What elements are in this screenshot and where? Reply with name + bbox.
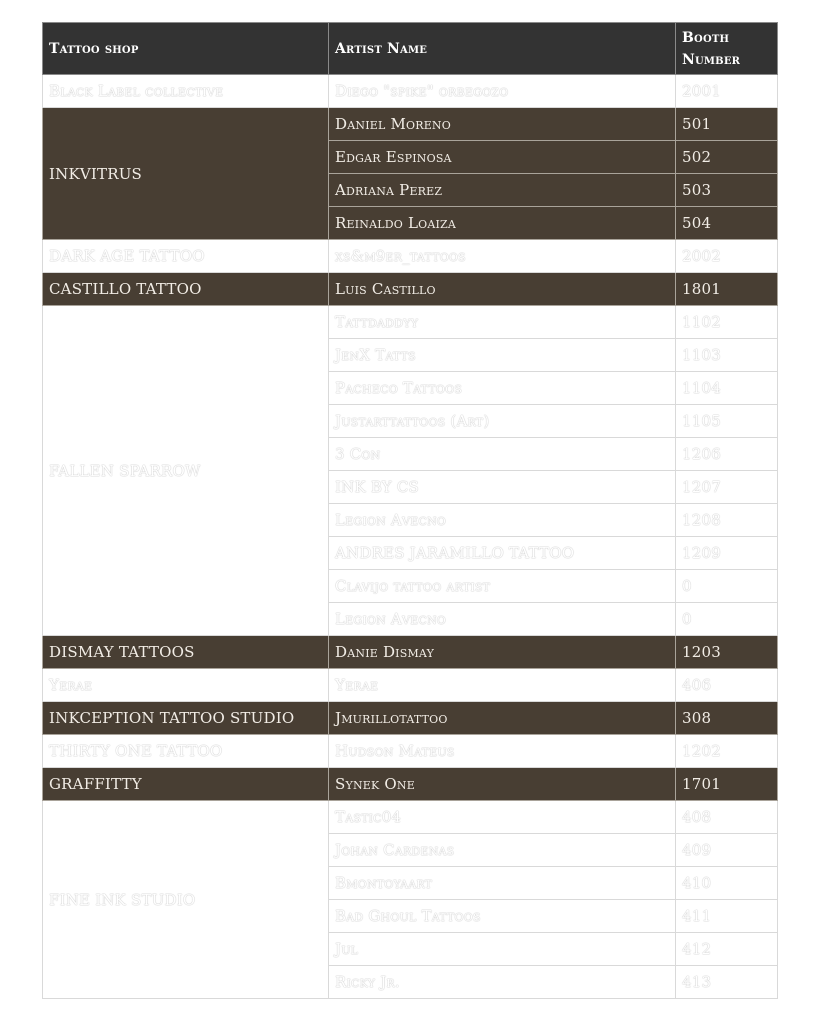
artist-name-cell: Daniel Moreno [329, 108, 676, 141]
artist-name-cell: Jul [329, 933, 676, 966]
booth-number-cell: 1208 [676, 504, 778, 537]
table-body [43, 75, 778, 999]
table-row [43, 768, 778, 801]
artist-name-cell: Johan Cardenas [329, 834, 676, 867]
table-row [43, 669, 778, 702]
tattoo-shop-cell: INKVITRUS [43, 108, 329, 240]
artist-name-cell: Tattdaddyy [329, 306, 676, 339]
artist-name-cell: 3 Con [329, 438, 676, 471]
artist-name-cell: ANDRES JARAMILLO TATTOO [329, 537, 676, 570]
table-row [43, 75, 778, 108]
booth-number-cell: 411 [676, 900, 778, 933]
artist-name-cell: Hudson Mateus [329, 735, 676, 768]
artist-name-cell: Edgar Espinosa [329, 141, 676, 174]
booth-number-cell: 1104 [676, 372, 778, 405]
booth-number-cell: 406 [676, 669, 778, 702]
header-artist-name: Artist Name [329, 23, 676, 75]
artist-name-cell: Pacheco Tattoos [329, 372, 676, 405]
booth-number-cell: 502 [676, 141, 778, 174]
tattoo-shop-cell: FINE INK STUDIO [43, 801, 329, 999]
artist-name-cell: Legion Avecno [329, 504, 676, 537]
header-row [43, 23, 778, 75]
tattoo-shop-cell: DISMAY TATTOOS [43, 636, 329, 669]
table-row [43, 702, 778, 735]
booth-number-cell: 1209 [676, 537, 778, 570]
artist-name-cell: Luis Castillo [329, 273, 676, 306]
booth-number-cell: 1801 [676, 273, 778, 306]
booth-number-cell: 1105 [676, 405, 778, 438]
booth-number-cell: 1206 [676, 438, 778, 471]
booth-number-cell: 409 [676, 834, 778, 867]
booth-table [42, 22, 778, 999]
artist-name-cell: Bmontoyaart [329, 867, 676, 900]
artist-name-cell: INK BY CS [329, 471, 676, 504]
artist-name-cell: Synek One [329, 768, 676, 801]
artist-name-cell: Legion Avecno [329, 603, 676, 636]
table-row [43, 636, 778, 669]
booth-number-cell: 0 [676, 603, 778, 636]
header-booth-number: Booth Number [676, 23, 778, 75]
artist-name-cell: JenX Tatts [329, 339, 676, 372]
booth-number-cell: 1207 [676, 471, 778, 504]
booth-number-cell: 0 [676, 570, 778, 603]
booth-number-cell: 412 [676, 933, 778, 966]
tattoo-shop-cell: Yerae [43, 669, 329, 702]
artist-name-cell: Tastic04 [329, 801, 676, 834]
artist-name-cell: Ricky Jr. [329, 966, 676, 999]
artist-name-cell: Jmurillotattoo [329, 702, 676, 735]
booth-number-cell: 2002 [676, 240, 778, 273]
table-row [43, 735, 778, 768]
tattoo-shop-cell: Black Label collective [43, 75, 329, 108]
table-row [43, 273, 778, 306]
table-row [43, 108, 778, 141]
booth-number-cell: 408 [676, 801, 778, 834]
artist-name-cell: xs&m9er_tattoos [329, 240, 676, 273]
tattoo-shop-cell: CASTILLO TATTOO [43, 273, 329, 306]
booth-number-cell: 1202 [676, 735, 778, 768]
artist-name-cell: Clavijo tattoo artist [329, 570, 676, 603]
artist-name-cell: Adriana Perez [329, 174, 676, 207]
artist-name-cell: Danie Dismay [329, 636, 676, 669]
tattoo-shop-cell: FALLEN SPARROW [43, 306, 329, 636]
artist-name-cell: Reinaldo Loaiza [329, 207, 676, 240]
header-tattoo-shop: Tattoo shop [43, 23, 329, 75]
table-row [43, 240, 778, 273]
booth-number-cell: 1701 [676, 768, 778, 801]
table-header [43, 23, 778, 75]
booth-number-cell: 1203 [676, 636, 778, 669]
booth-number-cell: 503 [676, 174, 778, 207]
booth-number-cell: 1103 [676, 339, 778, 372]
artist-name-cell: Diego "spike" orbegozo [329, 75, 676, 108]
tattoo-shop-cell: GRAFFITTY [43, 768, 329, 801]
booth-number-cell: 410 [676, 867, 778, 900]
booth-number-cell: 1102 [676, 306, 778, 339]
booth-number-cell: 308 [676, 702, 778, 735]
table-row [43, 306, 778, 339]
tattoo-shop-cell: INKCEPTION TATTOO STUDIO [43, 702, 329, 735]
booth-number-cell: 504 [676, 207, 778, 240]
booth-number-cell: 2001 [676, 75, 778, 108]
table-row [43, 801, 778, 834]
booth-number-cell: 413 [676, 966, 778, 999]
tattoo-shop-cell: DARK AGE TATTOO [43, 240, 329, 273]
booth-number-cell: 501 [676, 108, 778, 141]
artist-name-cell: Justarttattoos (Art) [329, 405, 676, 438]
tattoo-shop-cell: THIRTY ONE TATTOO [43, 735, 329, 768]
artist-name-cell: Bad Ghoul Tattoos [329, 900, 676, 933]
artist-name-cell: Yerae [329, 669, 676, 702]
